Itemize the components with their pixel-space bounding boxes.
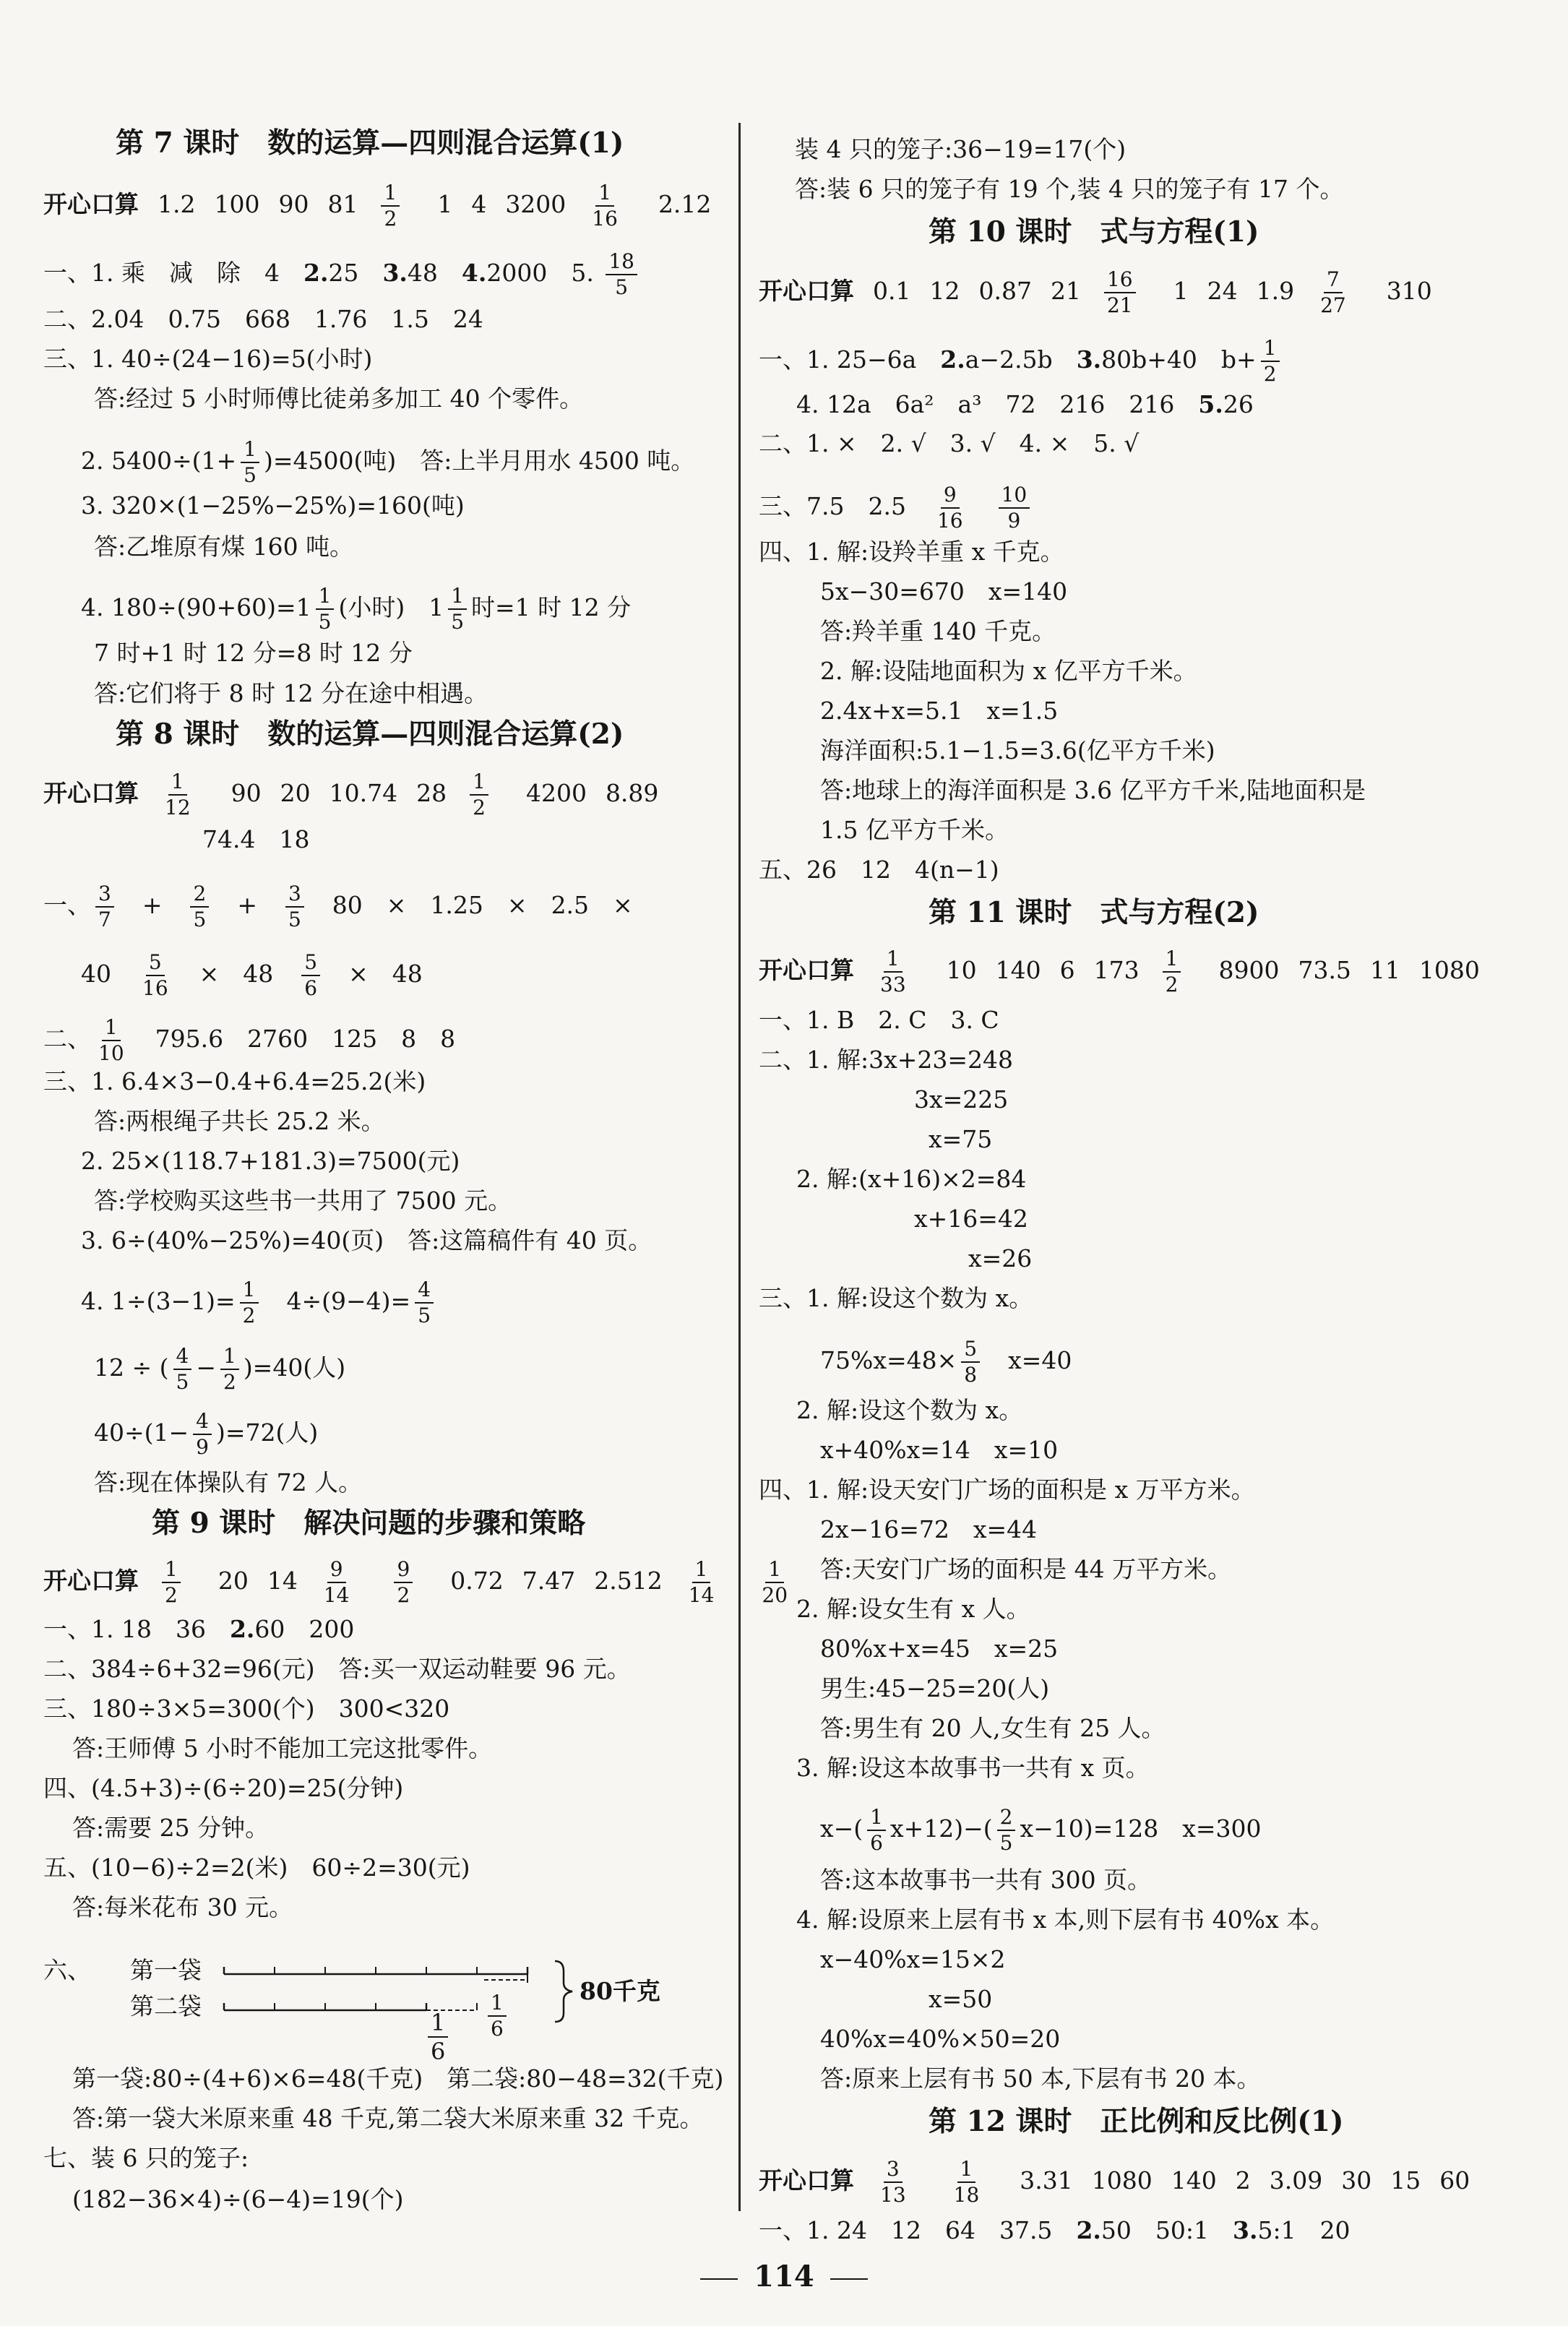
answer-text: 8900 (1218, 956, 1280, 984)
answer-text: 2. (303, 259, 329, 287)
answer-text: 10 (946, 956, 977, 984)
answer-text: x−( (820, 1814, 863, 1843)
answer-text: 3. (1076, 345, 1102, 374)
answer-line (94, 1409, 318, 1460)
answer-line (43, 1066, 426, 1098)
answer-text: 三、1. 40÷(24−16)=5(小时) (43, 345, 373, 373)
fraction: $\frac{1}{2}$ (220, 1344, 239, 1395)
answer-text: 8.89 (605, 779, 659, 807)
answer-line (820, 735, 1215, 767)
answer-line (43, 1852, 470, 1884)
answer-text: 4÷(9−4)= (262, 1287, 411, 1315)
answer-text: 3. (382, 259, 408, 287)
answer-line (72, 2063, 723, 2095)
answer-text: 时=1 时 12 分 (471, 593, 632, 621)
answer-line (43, 2142, 249, 2174)
answer-line (820, 775, 1366, 806)
answer-text: 2000 (486, 259, 572, 287)
bag1-label: 第一袋 (130, 1956, 202, 1984)
fraction: $\frac{1}{5}$ (316, 584, 335, 634)
answer-text: 三、1. 6.4×3−0.4+6.4=25.2(米) (43, 1067, 426, 1095)
fraction: $\frac{3}{7}$ (95, 882, 114, 932)
answer-line (796, 1395, 1022, 1426)
answer-line (72, 1892, 293, 1924)
answer-text: )=40(人) (243, 1353, 346, 1382)
answer-text: 答:这本故事书一共有 300 页。 (820, 1866, 1152, 1894)
answer-line (43, 1653, 631, 1685)
fraction: $\frac{7}{27}$ (1320, 267, 1346, 317)
answer-text: x−40%x=15×2 (820, 1945, 1006, 1973)
answer-text: 四、(4.5+3)÷(6÷20)=25(分钟) (43, 1774, 404, 1802)
answer-text: 2 (1235, 2166, 1251, 2194)
fraction: $\frac{18}{5}$ (606, 249, 637, 300)
answer-text: + (118, 891, 186, 919)
answer-text: 答:王师傅 5 小时不能加工完这批零件。 (72, 1734, 493, 1762)
answer-text: 七、装 6 只的笼子: (43, 2144, 249, 2172)
answer-text: x=75 (929, 1125, 993, 1153)
fraction: $\frac{1}{2}$ (162, 1557, 199, 1608)
answer-line (820, 1514, 1037, 1546)
mental-math-line (43, 770, 677, 820)
fraction: $\frac{3}{13}$ (880, 2157, 906, 2207)
answer-text: 2. 5400÷(1+ (81, 447, 237, 475)
answer-line (820, 1633, 1058, 1665)
answer-text: 2. 解:设这个数为 x。 (796, 1396, 1023, 1424)
answer-text: 四、1. 解:设羚羊重 x 千克。 (759, 538, 1064, 566)
answer-line (759, 2215, 1351, 2247)
answer-text: 4. 12a 6a² a³ 72 216 216 (796, 390, 1199, 418)
answer-text: 1080 (1418, 956, 1480, 984)
answer-text: 15 (1390, 2166, 1421, 2194)
answer-text: 5. (571, 259, 602, 287)
answer-line (795, 134, 1126, 165)
answer-text: 二、2.04 0.75 668 1.76 1.5 24 (43, 305, 483, 333)
answer-line (820, 1944, 1006, 1976)
answer-line (94, 1344, 345, 1395)
answer-text: 12 (929, 277, 960, 305)
answer-text: 11 (1369, 956, 1400, 984)
fraction: $\frac{5}{8}$ (961, 1337, 980, 1387)
fraction: $\frac{4}{5}$ (173, 1344, 192, 1395)
answer-text: 二、1. × 2. √ 3. √ 4. × 5. √ (759, 429, 1140, 457)
answer-text: 12 ÷ ( (94, 1353, 169, 1382)
answer-text: 310 (1386, 277, 1432, 305)
answer-text: )=72(人) (216, 1418, 319, 1447)
answer-text: 1 (437, 190, 453, 218)
lesson-title: 第 9 课时 解决问题的步骤和策略 (152, 1507, 586, 1540)
answer-text: 2.12 (658, 190, 712, 218)
lesson-title: 第 8 课时 数的运算—四则混合运算(2) (116, 718, 624, 751)
answer-line (796, 1904, 1334, 1936)
answer-text: 一、1. 24 12 64 37.5 (759, 2216, 1077, 2244)
fraction: $\frac{1}{20}$ (762, 1557, 788, 1607)
answer-text: 3.31 (1020, 2166, 1073, 2194)
answer-text: x=40 (984, 1346, 1072, 1374)
fraction: $\frac{2}{5}$ (190, 882, 209, 932)
answer-text: 40 (81, 960, 135, 988)
answer-text: 3x=225 (914, 1085, 1009, 1114)
answer-line (795, 173, 1344, 205)
fraction: $\frac{9}{14}$ (323, 1557, 350, 1607)
answer-line (796, 389, 1254, 421)
answer-text: 90 (278, 190, 309, 218)
answer-line (81, 1225, 652, 1257)
fraction: $\frac{1}{2}$ (470, 770, 507, 820)
answer-text: 答:需要 25 分钟。 (72, 1814, 270, 1842)
answer-text: 3200 (505, 190, 567, 218)
answer-line (820, 1434, 1058, 1466)
answer-text: 81 (327, 190, 358, 218)
fraction: $\frac{1}{18}$ (953, 2157, 980, 2207)
fraction-big: $\frac{1}{6}$ (428, 2009, 448, 2065)
answer-text: 答:两根绳子共长 25.2 米。 (94, 1107, 385, 1135)
answer-text: 2.512 (594, 1567, 663, 1595)
answer-text: 24 (1207, 277, 1238, 305)
answer-text: 10.74 (329, 779, 398, 807)
fraction: $\frac{1}{2}$ (381, 181, 418, 231)
answer-text: 40%x=40%×50=20 (820, 2025, 1061, 2053)
answer-line (914, 1084, 1008, 1116)
answer-text: (182−36×4)÷(6−4)=19(个) (72, 2185, 404, 2213)
answer-text: x=50 (929, 1985, 993, 2013)
answer-text: 二、1. 解:3x+23=248 (759, 1046, 1013, 1074)
answer-text: 答:天安门广场的面积是 44 万平方米。 (820, 1555, 1232, 1583)
answer-line (820, 695, 1058, 727)
answer-text: 0.1 (873, 277, 911, 305)
answer-text: 答:原来上层有书 50 本,下层有书 20 本。 (820, 2064, 1261, 2093)
answer-line (94, 531, 353, 563)
answer-text: 14 (267, 1567, 298, 1595)
answer-text: 答:它们将于 8 时 12 分在途中相遇。 (94, 679, 488, 707)
answer-text: 五、(10−6)÷2=2(米) 60÷2=30(元) (43, 1853, 470, 1882)
answer-line (43, 303, 483, 335)
answer-text: 答:乙堆原有煤 160 吨。 (94, 533, 354, 561)
answer-text: 74.4 18 (202, 825, 310, 853)
answer-line (759, 336, 1284, 387)
lesson-title: 第 11 课时 式与方程(2) (929, 896, 1259, 929)
answer-text (970, 492, 994, 520)
answer-text: 4. (461, 259, 487, 287)
fraction: $\frac{1}{33}$ (880, 947, 906, 996)
answer-text: 7.47 (522, 1567, 576, 1595)
answer-text: × 48 (324, 960, 423, 988)
fraction: $\frac{1}{5}$ (448, 584, 467, 634)
answer-text: 28 (416, 779, 447, 807)
answer-text: 2. 解:(x+16)×2=84 (796, 1165, 1027, 1193)
answer-line (820, 1337, 1072, 1387)
answer-text: − (196, 1353, 216, 1382)
answer-line (72, 1812, 269, 1844)
answer-text: 5:1 20 (1257, 2216, 1351, 2244)
answer-line (759, 1474, 1255, 1506)
answer-line (43, 343, 372, 375)
answer-text: 2. (229, 1615, 255, 1643)
answer-text: 5x−30=670 x=140 (820, 577, 1068, 606)
answer-text: 二、 (43, 1025, 91, 1053)
answer-line (929, 1983, 992, 2015)
answer-line (81, 950, 423, 1001)
answer-text: 6 (1059, 956, 1075, 984)
answer-text: 答:每米花布 30 元。 (72, 1893, 293, 1921)
answer-text: 2. (940, 345, 965, 374)
answer-text: a−2.5b (965, 345, 1077, 374)
answer-text: x+12)−( (889, 1814, 993, 1843)
answer-line (94, 383, 583, 415)
answer-text: 答:第一袋大米原来重 48 千克,第二袋大米原来重 32 千克。 (72, 2104, 704, 2132)
answer-line (759, 1283, 1033, 1314)
answer-line (820, 655, 1197, 687)
fraction: $\frac{16}{21}$ (1104, 267, 1155, 318)
answer-line (759, 854, 999, 886)
answer-line (43, 1015, 455, 1066)
answer-text: 一、1. 18 36 (43, 1615, 230, 1643)
fraction: $\frac{1}{2}$ (240, 1278, 259, 1328)
answer-text: 海洋面积:5.1−1.5=3.6(亿平方千米) (820, 736, 1215, 764)
answer-text: 3.09 (1269, 2166, 1323, 2194)
answer-text: 2.4x+x=5.1 x=1.5 (820, 697, 1059, 725)
answer-text: 1.2 (158, 190, 196, 218)
lesson-title: 第 10 课时 式与方程(1) (929, 215, 1259, 249)
answer-text: 装 4 只的笼子:36−19=17(个) (795, 135, 1127, 163)
answer-text: 三、1. 解:设这个数为 x。 (759, 1284, 1033, 1312)
answer-text: 0.87 (978, 277, 1032, 305)
answer-text: )=4500(吨) 答:上半月用水 4500 吨。 (263, 447, 695, 475)
answer-text: 80 × 1.25 × 2.5 × (308, 891, 633, 919)
fraction: $\frac{1}{6}$ (867, 1805, 886, 1856)
answer-text: 答:羚羊重 140 千克。 (820, 617, 1056, 645)
answer-text: 25 (328, 259, 383, 287)
answer-text: 4. 解:设原来上层有书 x 本,则下层有书 40%x 本。 (796, 1905, 1335, 1934)
answer-line (72, 1733, 492, 1765)
answer-line (759, 536, 1064, 568)
answer-line (94, 1467, 362, 1499)
answer-text: 3. 解:设这本故事书一共有 x 页。 (796, 1754, 1150, 1782)
fraction: $\frac{4}{9}$ (193, 1409, 212, 1460)
answer-text: 7 时+1 时 12 分=8 时 12 分 (94, 639, 413, 667)
answer-text: 2. (1076, 2216, 1101, 2244)
answer-text: x+40%x=14 x=10 (820, 1436, 1059, 1464)
fraction-small: $\frac{1}{6}$ (488, 1991, 507, 2041)
answer-text: 答:现在体操队有 72 人。 (94, 1468, 363, 1496)
mental-math-label: 开心口算 (43, 1567, 139, 1595)
answer-text: 4200 (525, 779, 587, 807)
answer-text: 50 50:1 (1100, 2216, 1233, 2244)
answer-text: 100 (214, 190, 260, 218)
answer-text: 五、26 12 4(n−1) (759, 856, 999, 884)
answer-text: 一、 (43, 891, 91, 919)
answer-text: × 48 (175, 960, 298, 988)
answer-line (94, 1185, 512, 1217)
answer-text: 2. 解:设陆地面积为 x 亿平方千米。 (820, 657, 1197, 685)
bag-diagram (130, 1951, 679, 2065)
answer-text: 80%x+x=45 x=25 (820, 1634, 1059, 1663)
mental-math-label: 开心口算 (759, 2166, 854, 2194)
answer-text: 四、1. 解:设天安门广场的面积是 x 万平方米。 (759, 1476, 1255, 1504)
answer-text: 60 200 (254, 1615, 355, 1643)
fraction: $\frac{1}{12}$ (165, 770, 191, 819)
mental-math-label: 开心口算 (759, 956, 854, 984)
answer-text: 1.5 亿平方千米。 (820, 816, 1009, 844)
fraction: $\frac{1}{2}$ (1163, 947, 1200, 997)
answer-line (820, 2063, 1261, 2095)
answer-line (81, 437, 694, 488)
answer-text: 80b+40 b+ (1101, 345, 1257, 374)
answer-line (43, 1955, 91, 1986)
answer-line (43, 882, 633, 932)
mental-math-line (759, 267, 1451, 318)
answer-line (43, 249, 642, 300)
answer-text: 3. (1233, 2216, 1258, 2244)
fraction: $\frac{3}{5}$ (285, 882, 304, 932)
answer-text: 1.9 (1256, 277, 1295, 305)
answer-line (81, 490, 465, 522)
answer-text: 75%x=48× (820, 1346, 957, 1374)
answer-text: x=26 (968, 1244, 1033, 1272)
answer-text: 一、1. B 2. C 3. C (759, 1006, 999, 1034)
answer-line (759, 1044, 1013, 1076)
answer-text: x+16=42 (914, 1205, 1028, 1233)
answer-text: 173 (1093, 956, 1140, 984)
answer-text: 4 (471, 190, 487, 218)
fraction: $\frac{10}{9}$ (999, 483, 1030, 533)
answer-line (81, 1278, 438, 1328)
answer-text: 26 (1223, 390, 1254, 418)
answer-line (759, 1004, 999, 1036)
mental-math-line (43, 181, 730, 231)
answer-line (820, 1554, 1231, 1585)
answer-text: 4. 1÷(3−1)= (81, 1287, 236, 1315)
answer-line (820, 1673, 1049, 1705)
answer-text: 3. 6÷(40%−25%)=40(页) 答:这篇稿件有 40 页。 (81, 1226, 652, 1254)
answer-text: 795.6 2760 125 8 8 (131, 1025, 456, 1053)
answer-line (820, 814, 1009, 846)
answer-text: 第一袋:80÷(4+6)×6=48(千克) 第二袋:80−48=32(千克) (72, 2064, 724, 2093)
fraction: $\frac{1}{16}$ (592, 181, 618, 231)
answer-line (820, 616, 1056, 647)
answer-line (820, 2023, 1060, 2055)
mental-math-label: 开心口算 (43, 779, 139, 807)
answer-text: 40÷(1− (94, 1418, 189, 1447)
answer-text: 48 (407, 259, 462, 287)
mental-math-label: 开心口算 (43, 190, 139, 218)
answer-line (43, 1614, 354, 1645)
fraction: $\frac{1}{2}$ (1261, 336, 1280, 387)
mental-math-line (759, 2157, 1489, 2207)
answer-line (914, 1203, 1028, 1235)
answer-text: 答:装 6 只的笼子有 19 个,装 4 只的笼子有 17 个。 (795, 175, 1344, 203)
answer-text: 30 (1341, 2166, 1372, 2194)
answer-line (43, 1693, 449, 1725)
mental-math-line (43, 1557, 828, 1608)
fraction: $\frac{5}{6}$ (301, 950, 320, 1001)
page-number-dash-left (700, 2278, 738, 2280)
total-weight-label: 80千克 (580, 1977, 660, 2005)
fraction: $\frac{5}{16}$ (142, 950, 168, 1000)
answer-text: x−10)=128 x=300 (1020, 1814, 1262, 1843)
fraction: $\frac{1}{10}$ (98, 1015, 124, 1065)
answer-line (94, 1106, 385, 1137)
answer-text: 20 (217, 1567, 249, 1595)
answer-line (43, 1773, 403, 1804)
answer-line (796, 1593, 1030, 1625)
answer-text: 三、7.5 2.5 (759, 492, 930, 520)
answer-line (796, 1163, 1026, 1195)
answer-line (796, 1752, 1150, 1784)
mental-math-label: 开心口算 (759, 277, 854, 305)
page-number-dash-right (830, 2278, 868, 2280)
lesson-title: 第 7 课时 数的运算—四则混合运算(1) (116, 126, 624, 160)
answer-text: 一、1. 乘 减 除 4 (43, 259, 303, 287)
answer-text: 2. 解:设女生有 x 人。 (796, 1595, 1030, 1623)
answer-text: 60 (1439, 2166, 1470, 2194)
answer-text: 二、384÷6+32=96(元) 答:买一双运动鞋要 96 元。 (43, 1655, 631, 1683)
answer-text: 1 (1173, 277, 1189, 305)
fraction: $\frac{2}{5}$ (997, 1805, 1016, 1856)
answer-text: 三、180÷3×5=300(个) 300<320 (43, 1694, 450, 1723)
fraction: $\frac{1}{14}$ (688, 1557, 715, 1607)
answer-line (820, 1713, 1166, 1744)
answer-text: 90 (231, 779, 262, 807)
mental-math-line (759, 947, 1499, 997)
answer-text: 5. (1198, 390, 1223, 418)
answer-line (820, 1864, 1151, 1896)
answer-text: 答:经过 5 小时师傅比徒弟多加工 40 个零件。 (94, 384, 584, 413)
answer-text: 2x−16=72 x=44 (820, 1515, 1038, 1543)
answer-text: 答:学校购买这些书一共用了 7500 元。 (94, 1186, 512, 1215)
lesson-title: 第 12 课时 正比例和反比例(1) (929, 2105, 1344, 2138)
fraction: $\frac{9}{2}$ (394, 1557, 431, 1608)
answer-line (72, 2103, 704, 2135)
column-divider (738, 123, 741, 2211)
answer-line (820, 576, 1067, 608)
answer-line (929, 1124, 992, 1155)
answer-line (81, 584, 631, 634)
answer-text: 一、1. 25−6a (759, 345, 941, 374)
answer-line (81, 1145, 460, 1177)
fraction: $\frac{1}{5}$ (241, 437, 259, 488)
answer-text: + (213, 891, 281, 919)
answer-line (94, 637, 413, 669)
answer-text: 男生:45−25=20(人) (820, 1674, 1050, 1702)
answer-line (759, 428, 1139, 460)
page-number: 114 (0, 2259, 1568, 2295)
answer-text: 1080 (1091, 2166, 1153, 2194)
answer-text: 六、 (43, 1956, 91, 1984)
answer-text: 0.72 (450, 1567, 504, 1595)
answer-text: 2. 25×(118.7+181.3)=7500(元) (81, 1147, 460, 1175)
bag2-label: 第二袋 (130, 1992, 202, 2020)
answer-text: 140 (1171, 2166, 1217, 2194)
answer-text: 20 (280, 779, 311, 807)
answer-line (202, 824, 309, 856)
answer-text: 答:地球上的海洋面积是 3.6 亿平方千米,陆地面积是 (820, 776, 1366, 804)
answer-line (759, 483, 1034, 533)
answer-line (968, 1243, 1032, 1275)
answer-text: 4. 180÷(90+60)=1 (81, 593, 311, 621)
answer-line (94, 678, 488, 710)
answer-text: 73.5 (1298, 956, 1351, 984)
answer-text: (小时) 1 (338, 593, 444, 621)
answer-line (820, 1805, 1261, 1856)
fraction: $\frac{4}{5}$ (415, 1278, 434, 1328)
answer-text: 答:男生有 20 人,女生有 25 人。 (820, 1714, 1166, 1742)
answer-text: 140 (995, 956, 1041, 984)
answer-line (72, 2184, 403, 2215)
answer-text: 3. 320×(1−25%−25%)=160(吨) (81, 491, 465, 520)
answer-text: 21 (1050, 277, 1081, 305)
fraction: $\frac{9}{16}$ (936, 483, 963, 533)
